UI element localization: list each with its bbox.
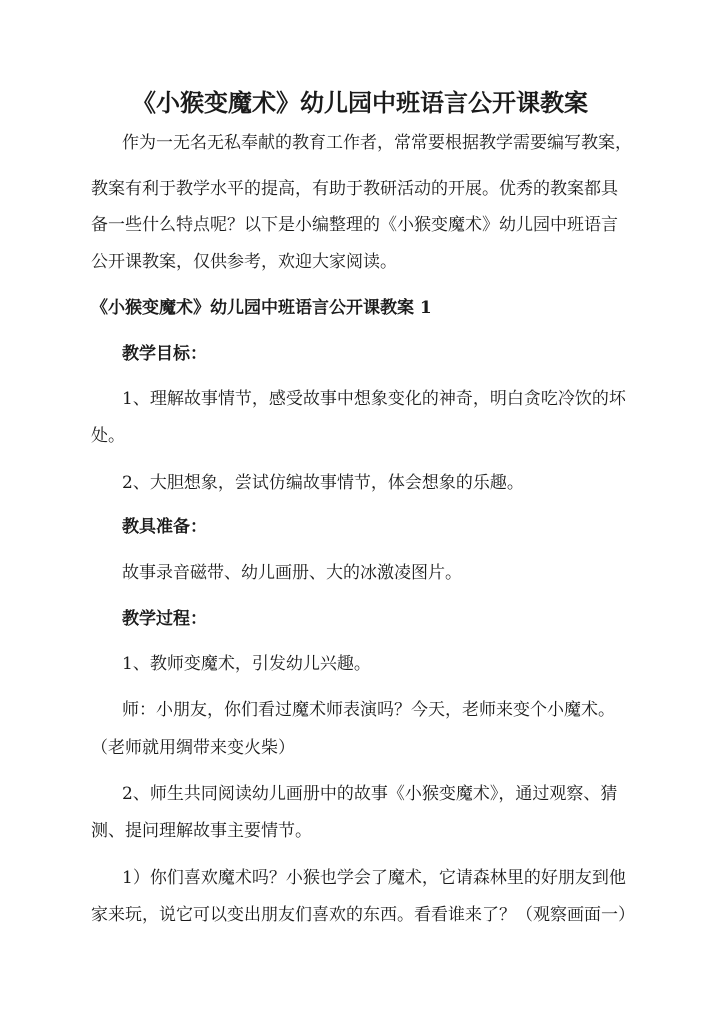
intro-line-4: 公开课教案，仅供参考，欢迎大家阅读。: [91, 252, 397, 272]
prep-text: 故事录音磁带、幼儿画册、大的冰激凌图片。: [122, 563, 462, 583]
goal-1-line-2: 处。: [91, 426, 125, 446]
step-2-1-line-1: 1）你们喜欢魔术吗？小猴也学会了魔术，它请森林里的好朋友到他: [122, 868, 626, 888]
step-1: 1、教师变魔术，引发幼儿兴趣。: [122, 654, 371, 674]
step-2-1-line-2: 家来玩，说它可以变出朋友们喜欢的东西。看看谁来了？（观察画面一）: [91, 905, 635, 925]
intro-line-3: 备一些什么特点呢？以下是小编整理的《小猴变魔术》幼儿园中班语言: [91, 215, 618, 235]
step-2-line-1: 2、师生共同阅读幼儿画册中的故事《小猴变魔术》，通过观察、猜: [122, 784, 618, 804]
process-heading: 教学过程：: [122, 609, 207, 629]
prep-heading: 教具准备：: [122, 517, 207, 537]
document-title: 《小猴变魔术》幼儿园中班语言公开课教案: [132, 88, 588, 117]
intro-line-2: 教案有利于教学水平的提高，有助于教研活动的开展。优秀的教案都具: [91, 179, 618, 199]
goal-2: 2、大胆想象，尝试仿编故事情节，体会想象的乐趣。: [122, 473, 524, 493]
teacher-line-1: 师：小朋友，你们看过魔术师表演吗？今天，老师来变个小魔术。: [122, 700, 615, 720]
goals-heading: 教学目标：: [122, 344, 207, 364]
intro-line-1: 作为一无名无私奉献的教育工作者，常常要根据教学需要编写教案，: [122, 133, 632, 153]
section-title: 《小猴变魔术》幼儿园中班语言公开课教案 1: [91, 298, 432, 318]
teacher-line-2: （老师就用绸带来变火柴）: [91, 738, 295, 758]
goal-1-line-1: 1、理解故事情节，感受故事中想象变化的神奇，明白贪吃冷饮的坏: [122, 389, 626, 409]
step-2-line-2: 测、提问理解故事主要情节。: [91, 821, 312, 841]
